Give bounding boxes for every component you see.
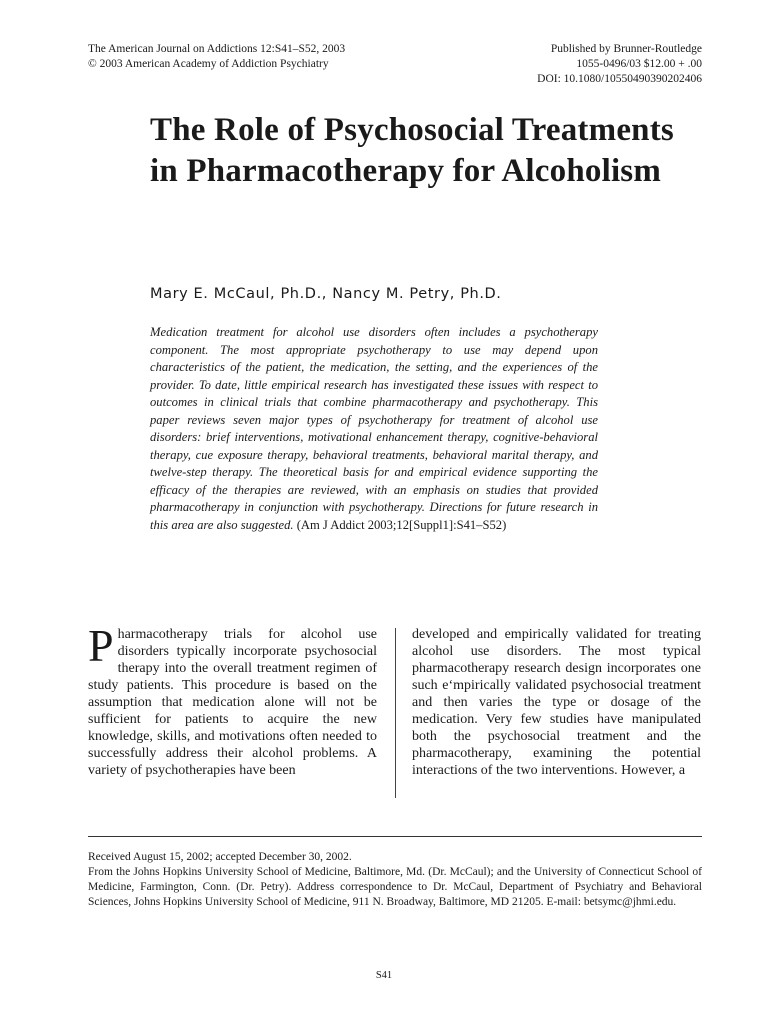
running-header-left [88,42,345,72]
doi-line: DOI: 10.1080/10550490390202406 [537,73,702,85]
journal-citation-line: The American Journal on Addictions 12:S41–S52, 2003 [88,43,346,55]
article-title: The Role of Psychosocial Treatments in Pharmacotherapy for Alcoholism [150,112,674,189]
drop-cap: P [88,620,114,671]
page-number: S41 [375,970,393,981]
author-line: Mary E. McCaul, Ph.D., Nancy M. Petry, Ph.D. [150,286,502,302]
running-header-right [537,42,702,87]
footnote [88,850,702,910]
copyright-line: © 2003 American Academy of Addiction Psychiatry [88,58,329,70]
received-dates: Received August 15, 2002; accepted December 30, 2002. [88,851,352,863]
body-column-left [88,620,377,779]
footnote-divider [88,836,702,837]
price-line: 1055-0496/03 $12.00 + .00 [576,58,702,70]
author-affiliation: From the Johns Hopkins University School of Medicine, Baltimore, Md. (Dr. McCaul); and the University of Connecticut School of Medicine, Farmington, Conn. (Dr. Petry). Address correspondence to Dr. McCaul, Department of Psychiatry and Behavioral Sciences, Johns Hopkins University School of Medicine, 911 N. Broadway, Baltimore, MD 21205. E-mail: betsymc@jhmi.edu. [88,866,702,908]
left-column-text: harmacotherapy trials for alcohol use disorders typically incorporate psychosocial therapy into the overall treatment regimen of study patients. This procedure is based on the assumption that medication alone will not be sufficient for patients to acquire the new knowledge, skills, and motivations often needed to successfully address their alcohol problems. A variety of psychotherapies have been [88,627,377,778]
abstract [150,324,598,534]
abstract-citation: (Am J Addict 2003;12[Suppl1]:S41–S52) [296,517,507,532]
abstract-text: Medication treatment for alcohol use disorders often includes a psychotherapy component. The most appropriate psychotherapy to use may depend upon characteristics of the patient, the medication, the setting, and the experiences of the provider. To date, little empirical research has investigated these issues with respect to outcomes in clinical trials that combine pharmacotherapy and psychotherapy. This paper reviews seven major types of psychotherapy for treatment of alcohol use disorders: brief interventions, motivational enhancement therapy, cognitive-behavioral therapy, cue exposure therapy, behavioral treatments, behavioral marital therapy, and twelve-step therapy. The theoretical basis for and empirical evidence supporting the efficacy of the therapies are reviewed, with an emphasis on studies that provided pharmacotherapy in conjunction with psychotherapy. Directions for future research in this area are also suggested. [150,325,598,532]
body-column-right: developed and empirically validated for treating alcohol use disorders. The most typical pharmacotherapy research design incorporates one such e‘mpirically validated psychosocial treatment and then varies the type or dosage of the medication. Very few studies have manipulated both the psychosocial treatment and the pharmacotherapy, examining the potential interactions of the two interventions. However, a [412,627,701,778]
publisher-line: Published by Brunner-Routledge [550,43,702,55]
column-divider [395,628,396,798]
